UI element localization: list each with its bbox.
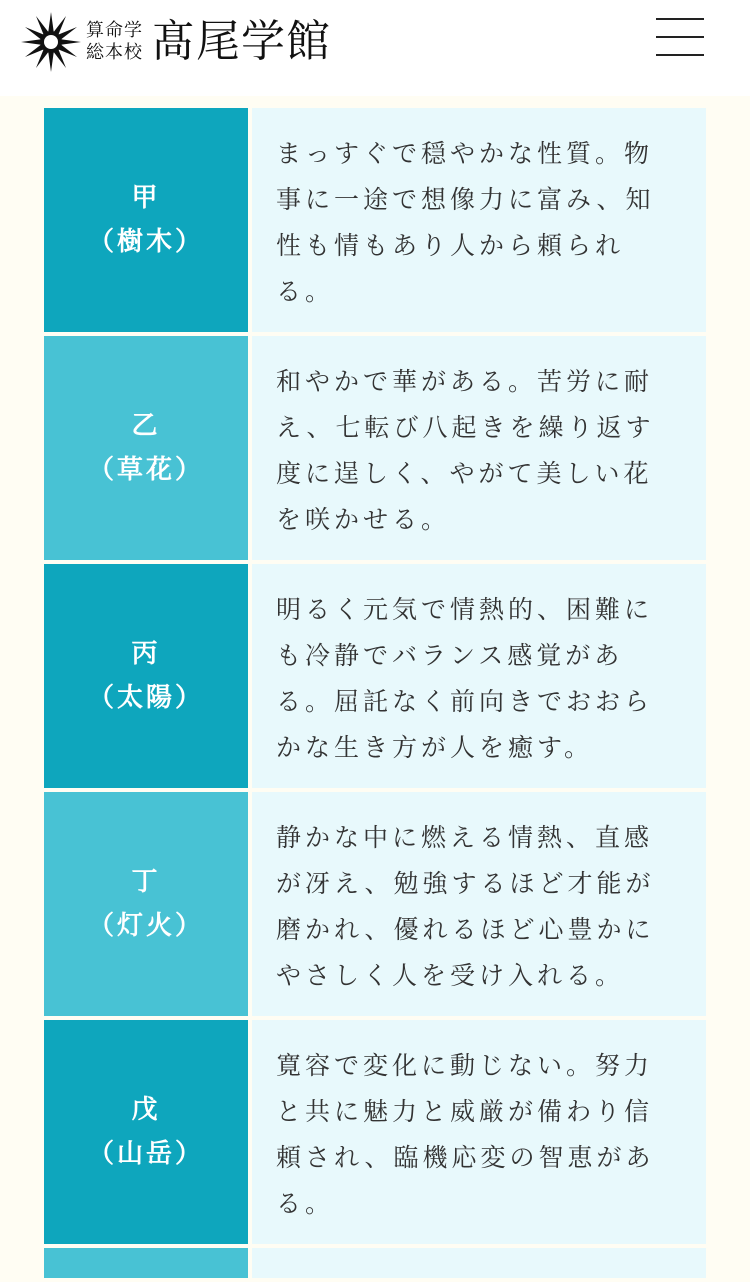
table-row: [44, 564, 706, 788]
heavenly-stems-table: [44, 108, 706, 1282]
menu-line: [656, 54, 704, 56]
table-row: [44, 792, 706, 1016]
stem-name: 丙: [131, 639, 161, 669]
stem-description: [252, 1248, 706, 1278]
stem-element: （灯火）: [87, 911, 204, 941]
hamburger-menu-icon[interactable]: [654, 14, 710, 60]
stem-description: 静かな中に燃える情熱、直感が冴え、勉強するほど才能が磨かれ、優れるほど心豊かにやさしく人を受け入れる。: [252, 792, 706, 1016]
stem-name: 乙: [131, 411, 161, 441]
logo-sub-line2: 総本校: [86, 42, 143, 63]
table-row: [44, 108, 706, 332]
stem-label-cell: [44, 564, 248, 788]
stem-element: （太陽）: [87, 683, 204, 713]
stem-label-cell: [44, 1020, 248, 1244]
menu-line: [656, 18, 704, 20]
logo-subtitle: [86, 20, 143, 64]
stem-name: 丁: [131, 867, 161, 897]
site-header: [0, 0, 750, 96]
table-row: [44, 336, 706, 560]
stem-name: 戊: [131, 1095, 161, 1125]
stem-name: 甲: [131, 183, 161, 213]
menu-line: [656, 36, 704, 38]
stem-label-cell: [44, 792, 248, 1016]
stem-element: （樹木）: [87, 227, 204, 257]
logo-sub-line1: 算命学: [86, 20, 143, 41]
stem-description: 明るく元気で情熱的、困難にも冷静でバランス感覚がある。屈託なく前向きでおおらかな生き方が人を癒す。: [252, 564, 706, 788]
stem-label-cell: [44, 336, 248, 560]
table-row: [44, 1248, 706, 1278]
stem-description: 寛容で変化に動じない。努力と共に魅力と威厳が備わり信頼され、臨機応変の智恵がある。: [252, 1020, 706, 1244]
logo-title: 髙尾学館: [151, 16, 331, 67]
stem-label-cell: [44, 1248, 248, 1278]
stem-description: 和やかで華がある。苦労に耐え、七転び八起きを繰り返す度に逞しく、やがて美しい花を咲かせる。: [252, 336, 706, 560]
stem-element: （草花）: [87, 455, 204, 485]
sun-logo-icon: [20, 11, 82, 73]
stem-description: まっすぐで穏やかな性質。物事に一途で想像力に富み、知性も情もあり人から頼られる。: [252, 108, 706, 332]
stem-element: （山岳）: [87, 1139, 204, 1169]
table-row: [44, 1020, 706, 1244]
stem-label-cell: [44, 108, 248, 332]
site-logo[interactable]: [20, 10, 331, 74]
